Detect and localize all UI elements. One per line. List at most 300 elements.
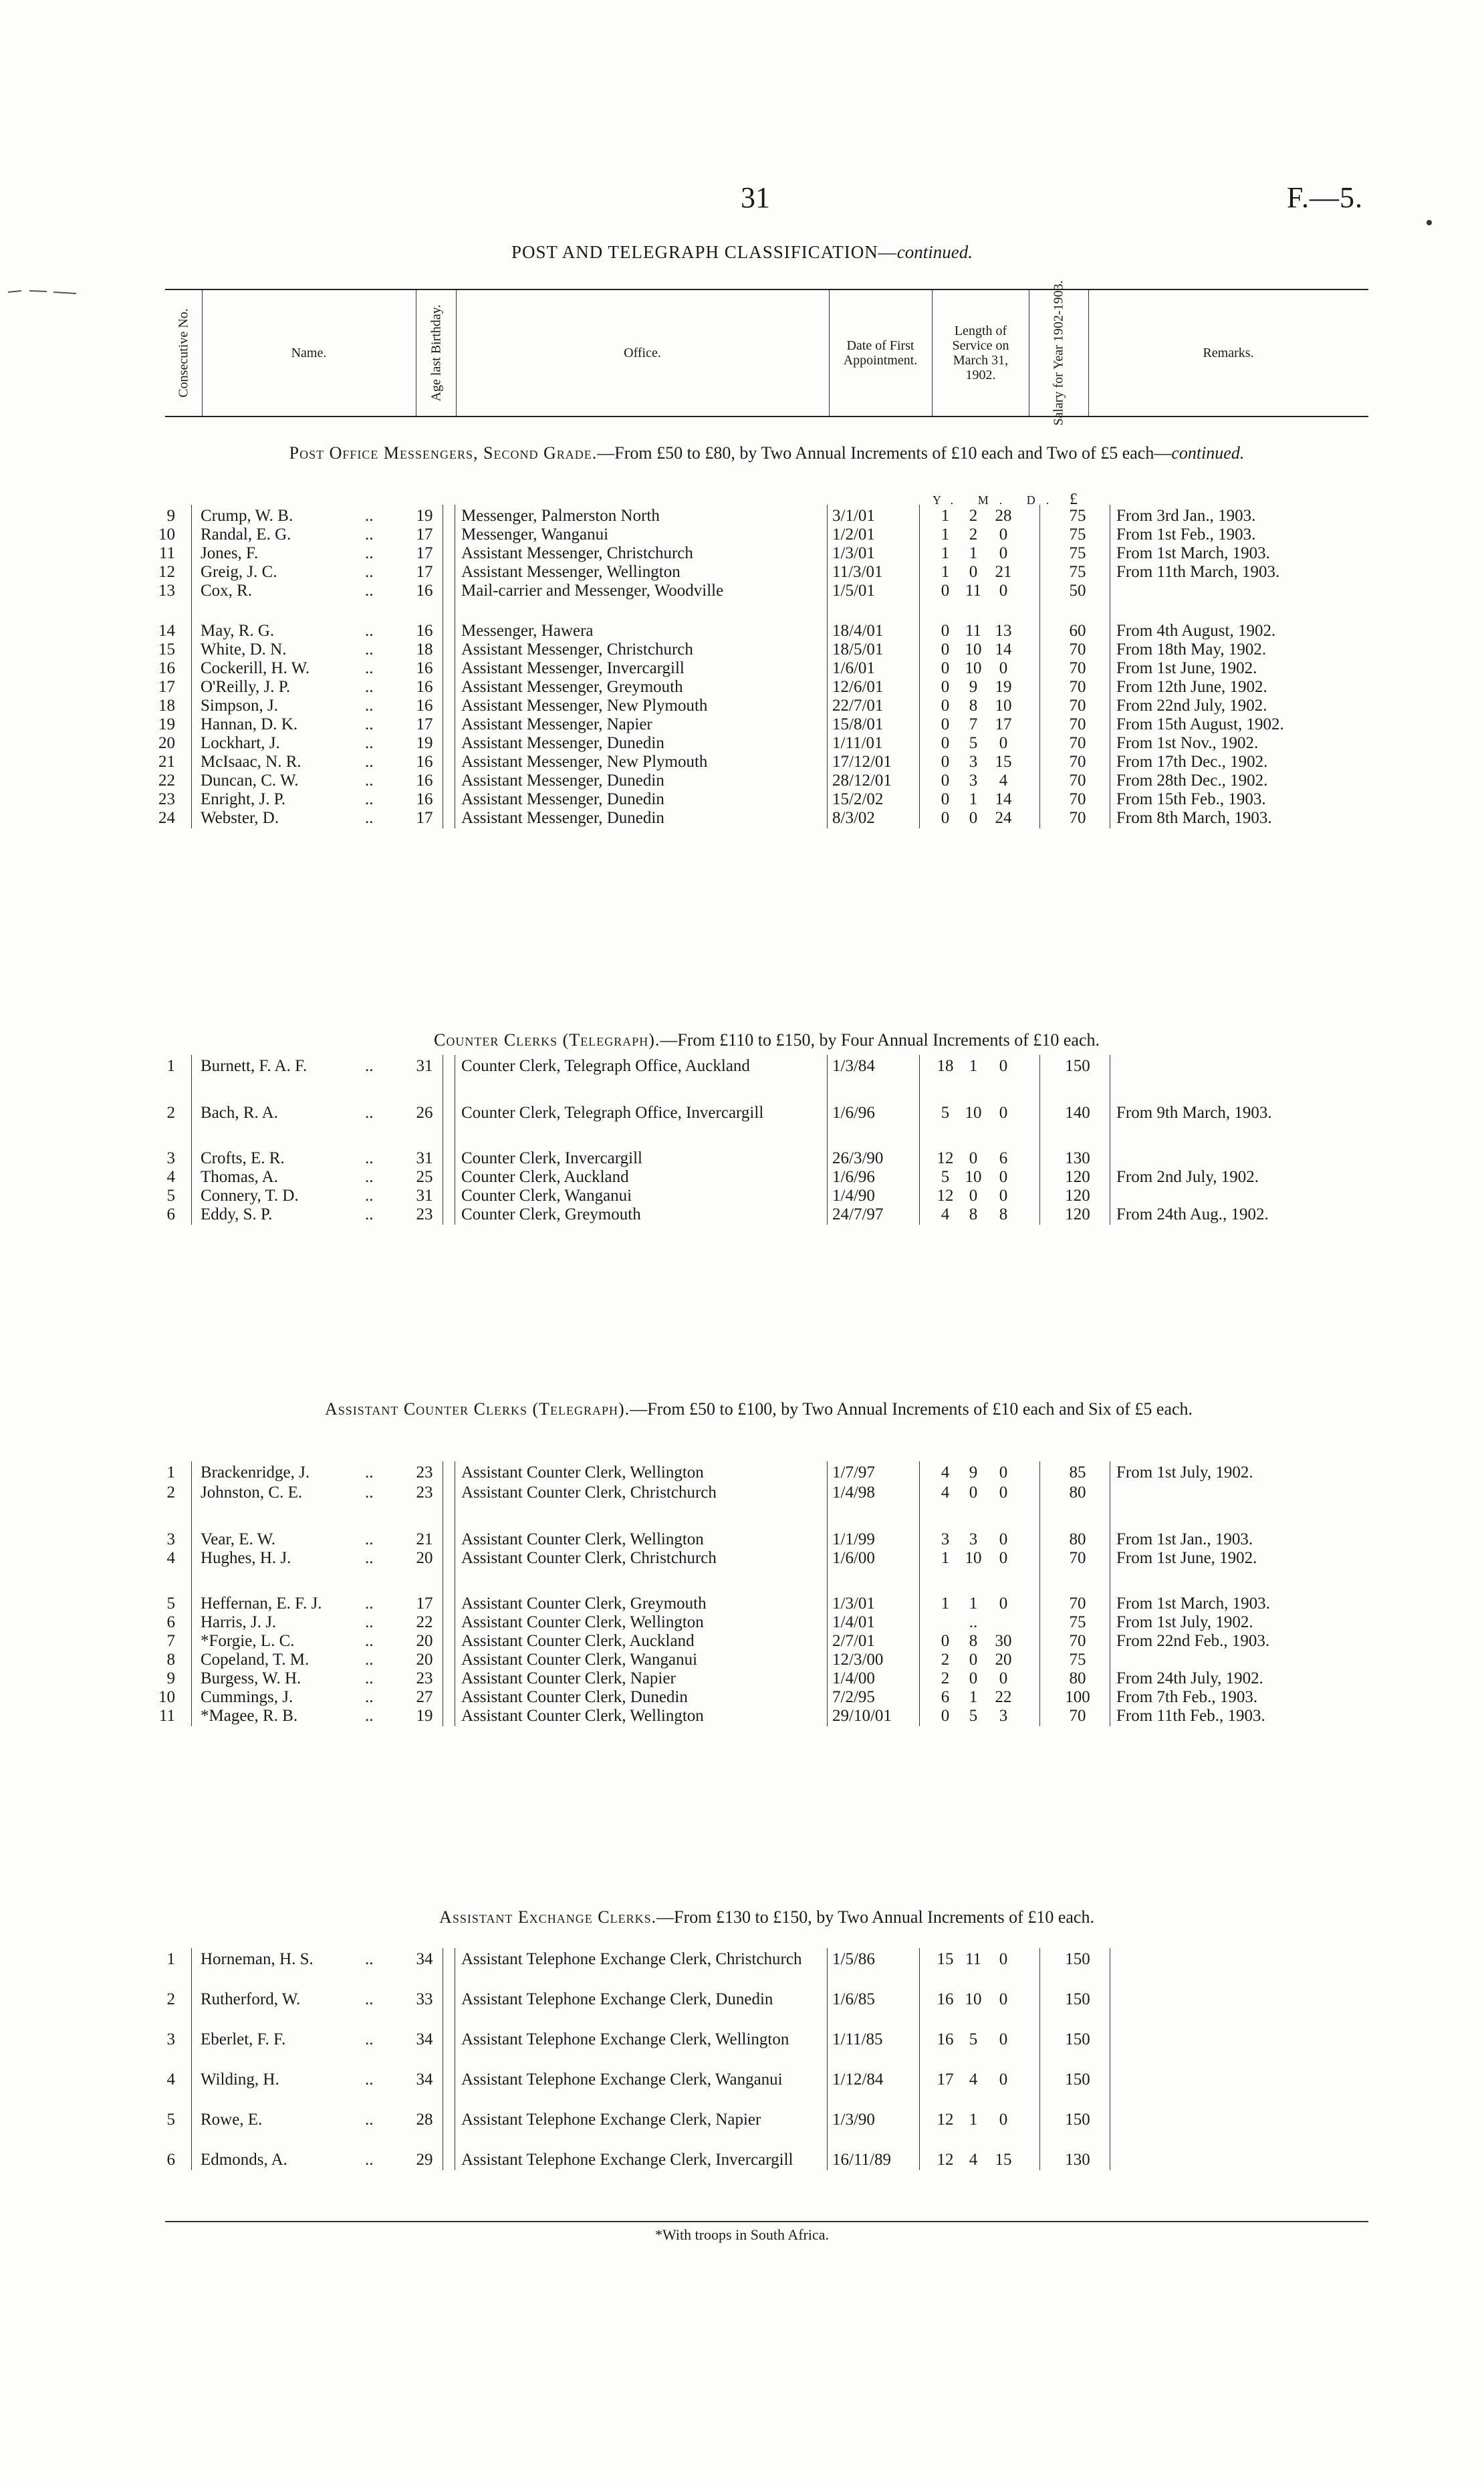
col-age [416,290,457,416]
section-title-rest: —From £50 to £100, by Two Annual Increments of £10 each and Six of £5 each. [630,1399,1193,1419]
cell-date: 1/6/96 [832,1104,875,1122]
cell-y: 0 [941,753,950,771]
cell-salary: 80 [1069,1530,1086,1548]
cell-date: 1/11/01 [832,734,883,752]
cell-m: 2 [969,507,978,525]
cell-name: Eddy, S. P. [201,1205,273,1223]
cell-age: 20 [416,1651,433,1669]
cell-d: 17 [995,715,1012,733]
cell-remarks: From 1st March, 1903. [1116,544,1270,562]
cell-date: 1/12/84 [832,2070,884,2089]
cell-remarks: From 28th Dec., 1902. [1116,772,1268,790]
cell-no: 20 [158,734,175,752]
cell-salary: 60 [1069,622,1086,640]
cell-m: 10 [965,1549,982,1567]
cell-y: 16 [937,2030,954,2048]
cell-salary: 70 [1069,753,1086,771]
cell-date: 1/6/96 [832,1168,875,1186]
section-title-messengers [165,443,1368,463]
col-office-label: Office. [624,346,661,360]
leader-dots: .. [365,809,374,827]
cell-no: 4 [166,2070,175,2089]
cell-m: 0 [969,1651,978,1669]
cell-salary: 120 [1065,1187,1090,1205]
cell-d: 19 [995,678,1012,696]
cell-no: 5 [166,2111,175,2129]
cell-age: 31 [416,1149,433,1167]
leader-dots: .. [365,1187,374,1205]
cell-d: 0 [999,2070,1008,2089]
cell-no: 4 [166,1549,175,1567]
cell-salary: 70 [1069,772,1086,790]
cell-d: 0 [999,1530,1008,1548]
cell-m: 0 [969,809,978,827]
cell-age: 16 [416,790,433,808]
cell-remarks: From 3rd Jan., 1903. [1116,507,1256,525]
scan-dot [1424,217,1435,228]
cell-m: 3 [969,772,978,790]
column-rule [191,505,192,828]
cell-salary: 120 [1065,1168,1090,1186]
cell-date: 26/3/90 [832,1149,884,1167]
cell-m: 1 [969,790,978,808]
cell-remarks: From 4th August, 1902. [1116,622,1276,640]
cell-name: Webster, D. [201,809,279,827]
cell-name: Cockerill, H. W. [201,659,310,677]
cell-office: Assistant Telephone Exchange Clerk, Napier [461,2111,761,2129]
cell-remarks: From 11th Feb., 1903. [1116,1707,1265,1725]
footnote: *With troops in South Africa. [654,2226,830,2243]
cell-no: 1 [166,1057,175,1075]
cell-name: Vear, E. W. [201,1530,276,1548]
leader-dots: .. [365,1530,374,1548]
cell-salary: 150 [1065,2030,1090,2048]
salary-unit: £ [1070,491,1078,508]
cell-age: 19 [416,507,433,525]
section-title-counter-clerks [165,1030,1368,1050]
cell-no: 3 [166,2030,175,2048]
cell-salary: 80 [1069,1669,1086,1687]
cell-date: 1/2/01 [832,525,875,544]
cell-salary: 80 [1069,1484,1086,1502]
cell-no: 23 [158,790,175,808]
cell-date: 1/4/90 [832,1187,875,1205]
cell-name: White, D. N. [201,640,287,659]
cell-age: 18 [416,640,433,659]
cell-y: 0 [941,678,950,696]
cell-m: 1 [969,2111,978,2129]
cell-salary: 75 [1069,507,1086,525]
cell-office: Counter Clerk, Invercargill [461,1149,642,1167]
cell-y: 0 [941,790,950,808]
cell-y: 1 [941,507,950,525]
col-consecutive-no-label: Consecutive No. [176,308,191,398]
col-name-label: Name. [291,346,327,360]
cell-remarks: From 2nd July, 1902. [1116,1168,1259,1186]
cell-name: Lockhart, J. [201,734,280,752]
cell-d: 22 [995,1688,1012,1706]
cell-salary: 75 [1069,1651,1086,1669]
cell-y: 0 [941,697,950,715]
cell-d: 20 [995,1651,1012,1669]
cell-y: 4 [941,1484,950,1502]
cell-name: Eberlet, F. F. [201,2030,286,2048]
cell-date: 1/4/01 [832,1613,875,1631]
cell-m: 11 [965,582,982,600]
cell-salary: 70 [1069,734,1086,752]
leader-dots: .. [365,640,374,659]
cell-m: 1 [969,544,978,562]
section-title-continued: continued. [1171,443,1245,463]
col-date-appointment [829,290,933,416]
cell-date: 22/7/01 [832,697,884,715]
leader-dots: .. [365,772,374,790]
cell-m: 9 [969,1463,978,1482]
cell-age: 17 [416,715,433,733]
col-remarks-label: Remarks. [1203,346,1254,360]
cell-y: 5 [941,1104,950,1122]
cell-y: 12 [937,1187,954,1205]
cell-age: 31 [416,1057,433,1075]
scan-mark [7,284,80,298]
cell-office: Assistant Counter Clerk, Wellington [461,1463,704,1482]
section-title-rest: —From £50 to £80, by Two Annual Increments of £10 each and Two of £5 each— [597,443,1172,463]
cell-salary: 70 [1069,1707,1086,1725]
cell-date: 1/6/01 [832,659,875,677]
cell-m: 0 [969,1669,978,1687]
leader-dots: .. [365,1484,374,1502]
cell-m: 0 [969,1187,978,1205]
leader-dots: .. [365,544,374,562]
cell-name: Rutherford, W. [201,1990,301,2008]
cell-name: Heffernan, E. F. J. [201,1594,322,1613]
cell-d: 10 [995,697,1012,715]
cell-salary: 130 [1065,1149,1090,1167]
cell-name: Simpson, J. [201,697,279,715]
cell-salary: 75 [1069,1613,1086,1631]
page-title-main: POST AND TELEGRAPH CLASSIFICATION— [511,242,897,262]
section-title-assistant-counter-clerks [130,1399,1387,1419]
cell-office: Assistant Messenger, Dunedin [461,772,664,790]
cell-date: 15/2/02 [832,790,884,808]
cell-y: 1 [941,1549,950,1567]
column-rule [1039,1948,1040,2170]
cell-m: 7 [969,715,978,733]
cell-salary: 70 [1069,1549,1086,1567]
cell-y: 15 [937,1950,954,1968]
cell-y: 18 [937,1057,954,1075]
cell-m: 0 [969,1149,978,1167]
cell-office: Assistant Counter Clerk, Greymouth [461,1594,707,1613]
page-title-continued: continued. [896,242,973,262]
cell-d: 0 [999,1168,1008,1186]
cell-remarks: From 17th Dec., 1902. [1116,753,1268,771]
cell-m: 10 [965,1168,982,1186]
column-rule [191,1948,192,2170]
cell-y: 2 [941,1651,950,1669]
cell-d: 0 [999,1549,1008,1567]
cell-office: Assistant Messenger, Dunedin [461,809,664,827]
cell-age: 17 [416,563,433,581]
cell-date: 15/8/01 [832,715,884,733]
cell-m: 10 [965,1990,982,2008]
cell-remarks: From 22nd July, 1902. [1116,697,1267,715]
cell-no: 12 [158,563,175,581]
cell-office: Counter Clerk, Auckland [461,1168,629,1186]
cell-office: Mail-carrier and Messenger, Woodville [461,582,724,600]
leader-dots: .. [365,697,374,715]
col-length-service-label: Length of Service on March 31, 1902. [952,324,1009,382]
cell-no: 11 [158,544,175,562]
cell-date: 11/3/01 [832,563,883,581]
cell-age: 29 [416,2151,433,2169]
leader-dots: .. [365,525,374,544]
cell-office: Assistant Counter Clerk, Napier [461,1669,676,1687]
leader-dots: .. [365,1149,374,1167]
cell-age: 21 [416,1530,433,1548]
cell-date: 1/4/00 [832,1669,875,1687]
cell-remarks: From 22nd Feb., 1903. [1116,1632,1270,1650]
cell-office: Assistant Counter Clerk, Dunedin [461,1688,688,1706]
leader-dots: .. [365,753,374,771]
cell-name: Wilding, H. [201,2070,279,2089]
cell-no: 3 [166,1149,175,1167]
cell-d: 3 [999,1707,1008,1725]
cell-age: 27 [416,1688,433,1706]
cell-m: 8 [969,697,978,715]
cell-age: 34 [416,1950,433,1968]
cell-no: 5 [166,1187,175,1205]
cell-age: 33 [416,1990,433,2008]
cell-no: 6 [166,1613,175,1631]
unit-days: D. [1026,493,1060,507]
cell-d: 14 [995,640,1012,659]
cell-y: 17 [937,2070,954,2089]
cell-no: 6 [166,2151,175,2169]
cell-age: 17 [416,544,433,562]
leader-dots: .. [365,715,374,733]
leader-dots: .. [365,790,374,808]
cell-name: Edmonds, A. [201,2151,287,2169]
cell-remarks: From 7th Feb., 1903. [1116,1688,1258,1706]
leader-dots: .. [365,563,374,581]
cell-salary: 70 [1069,809,1086,827]
cell-d: 13 [995,622,1012,640]
cell-m: 1 [969,1057,978,1075]
cell-salary: 150 [1065,1950,1090,1968]
cell-m: 8 [969,1205,978,1223]
cell-office: Assistant Messenger, Napier [461,715,652,733]
section-title-label: Assistant Exchange Clerks. [439,1907,657,1927]
cell-d: 4 [999,772,1008,790]
cell-age: 28 [416,2111,433,2129]
cell-age: 31 [416,1187,433,1205]
leader-dots: .. [365,1950,374,1968]
cell-office: Assistant Messenger, New Plymouth [461,753,708,771]
column-rule [191,1461,192,1726]
cell-date: 1/1/99 [832,1530,875,1548]
cell-age: 19 [416,734,433,752]
cell-age: 23 [416,1205,433,1223]
cell-salary: 150 [1065,2111,1090,2129]
leader-dots: .. [365,1669,374,1687]
cell-date: 8/3/02 [832,809,875,827]
cell-salary: 70 [1069,697,1086,715]
leader-dots: .. [365,1613,374,1631]
cell-age: 23 [416,1484,433,1502]
cell-salary: 70 [1069,640,1086,659]
cell-office: Assistant Counter Clerk, Wellington [461,1530,704,1548]
cell-salary: 70 [1069,678,1086,696]
cell-remarks: From 1st June, 1902. [1116,1549,1257,1567]
cell-name: Cummings, J. [201,1688,293,1706]
cell-age: 16 [416,659,433,677]
leader-dots: .. [365,1549,374,1567]
cell-d: 0 [999,1104,1008,1122]
page-number: 31 [741,181,770,214]
cell-no: 5 [166,1594,175,1613]
cell-m: 0 [969,1484,978,1502]
leader-dots: .. [365,2070,374,2089]
cell-d: 0 [999,1463,1008,1482]
cell-salary: 75 [1069,525,1086,544]
cell-age: 34 [416,2070,433,2089]
leader-dots: .. [365,1632,374,1650]
leader-dots: .. [365,1651,374,1669]
cell-m: 11 [965,622,982,640]
cell-y: 1 [941,1594,950,1613]
cell-salary: 100 [1065,1688,1090,1706]
cell-name: Rowe, E. [201,2111,263,2129]
cell-d: 0 [999,1484,1008,1502]
cell-remarks: From 18th May, 1902. [1116,640,1267,659]
cell-salary: 50 [1069,582,1086,600]
column-rule [919,1055,920,1225]
cell-age: 16 [416,772,433,790]
cell-d: 15 [995,2151,1012,2169]
cell-date: 1/3/01 [832,544,875,562]
cell-m: 3 [969,1530,978,1548]
cell-y: 12 [937,2151,954,2169]
cell-d: 21 [995,563,1012,581]
cell-m: 5 [969,1707,978,1725]
column-header [165,280,1368,426]
cell-y: 1 [941,525,950,544]
col-age-label: Age last Birthday. [428,304,444,402]
col-salary-label: Salary for Year 1902-1903. [1052,280,1066,426]
cell-m: 10 [965,640,982,659]
cell-d: 0 [999,2111,1008,2129]
cell-date: 1/5/01 [832,582,875,600]
cell-office: Assistant Telephone Exchange Clerk, Christchurch [461,1950,802,1968]
cell-office: Assistant Telephone Exchange Clerk, Dunedin [461,1990,773,2008]
cell-no: 19 [158,715,175,733]
cell-d: 0 [999,525,1008,544]
cell-no: 24 [158,809,175,827]
cell-date: 1/4/98 [832,1484,875,1502]
cell-salary: 75 [1069,544,1086,562]
cell-d: 0 [999,2030,1008,2048]
cell-no: 10 [158,1688,175,1706]
cell-office: Assistant Counter Clerk, Wanganui [461,1651,698,1669]
cell-age: 16 [416,697,433,715]
cell-remarks: From 24th Aug., 1902. [1116,1205,1269,1223]
leader-dots: .. [365,582,374,600]
cell-name: Burnett, F. A. F. [201,1057,307,1075]
cell-y: 0 [941,809,950,827]
cell-salary: 150 [1065,2070,1090,2089]
cell-office: Assistant Messenger, Invercargill [461,659,685,677]
cell-remarks: From 11th March, 1903. [1116,563,1280,581]
cell-date: 12/3/00 [832,1651,884,1669]
cell-remarks: From 1st June, 1902. [1116,659,1257,677]
unit-months: M. [977,493,1013,507]
section-title-label: Counter Clerks (Telegraph). [434,1030,660,1050]
leader-dots: .. [365,622,374,640]
cell-no: 21 [158,753,175,771]
cell-remarks: From 8th March, 1903. [1116,809,1272,827]
cell-remarks: From 1st July, 1902. [1116,1463,1253,1482]
cell-y: 0 [941,640,950,659]
cell-no: 22 [158,772,175,790]
cell-no: 2 [166,1990,175,2008]
cell-d: 0 [999,659,1008,677]
cell-office: Messenger, Hawera [461,622,594,640]
cell-m: 8 [969,1632,978,1650]
section-title-label: Assistant Counter Clerks (Telegraph). [324,1399,630,1419]
cell-age: 20 [416,1632,433,1650]
cell-age: 34 [416,2030,433,2048]
cell-office: Messenger, Wanganui [461,525,609,544]
column-rule [827,1948,828,2170]
cell-m: 4 [969,2070,978,2089]
cell-name: O'Reilly, J. P. [201,678,291,696]
cell-office: Counter Clerk, Telegraph Office, Invercargill [461,1104,764,1122]
cell-office: Assistant Messenger, Dunedin [461,734,664,752]
footnote-rule [165,2221,1368,2222]
cell-d: 14 [995,790,1012,808]
cell-office: Messenger, Palmerston North [461,507,660,525]
cell-age: 19 [416,1707,433,1725]
leader-dots: .. [365,2030,374,2048]
cell-remarks: From 1st Jan., 1903. [1116,1530,1253,1548]
cell-date: 1/3/84 [832,1057,875,1075]
cell-date: 29/10/01 [832,1707,892,1725]
cell-age: 17 [416,809,433,827]
cell-age: 16 [416,678,433,696]
leader-dots: .. [365,2111,374,2129]
cell-date: 1/5/86 [832,1950,875,1968]
cell-y: 12 [937,2111,954,2129]
section-title-assistant-exchange-clerks [165,1907,1368,1927]
cell-office: Counter Clerk, Greymouth [461,1205,641,1223]
cell-office: Assistant Messenger, Christchurch [461,640,693,659]
cell-y: 6 [941,1688,950,1706]
cell-salary: 70 [1069,659,1086,677]
cell-name: *Forgie, L. C. [201,1632,295,1650]
cell-date: 1/7/97 [832,1463,875,1482]
cell-m: 10 [965,1104,982,1122]
cell-office: Counter Clerk, Wanganui [461,1187,632,1205]
col-office [456,290,830,416]
cell-d: 0 [999,582,1008,600]
cell-name: Johnston, C. E. [201,1484,303,1502]
cell-m: 1 [969,1688,978,1706]
cell-date: 24/7/97 [832,1205,884,1223]
cell-m: 0 [969,563,978,581]
cell-office: Assistant Messenger, Greymouth [461,678,683,696]
cell-d: 0 [999,544,1008,562]
